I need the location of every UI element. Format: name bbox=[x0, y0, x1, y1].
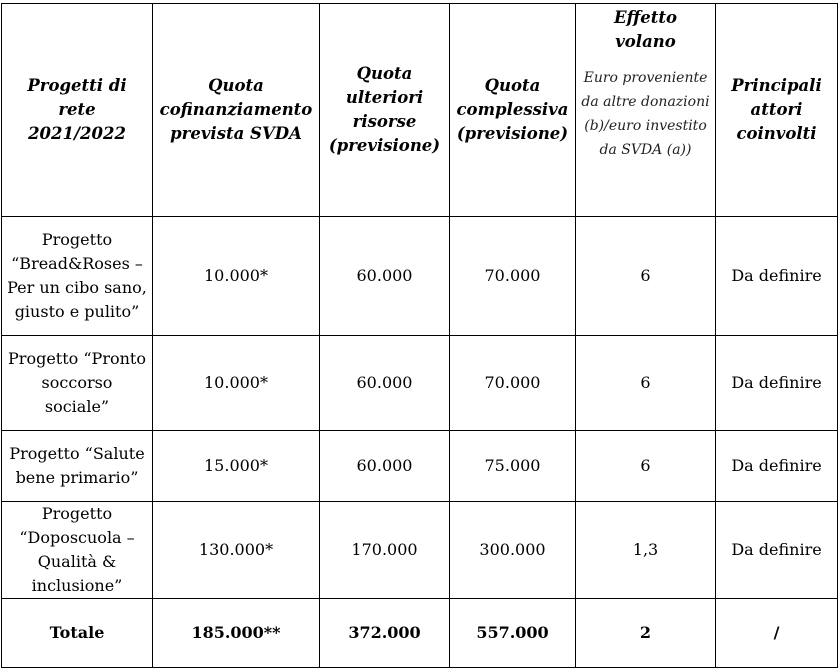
cell-effetto: 1,3 bbox=[576, 502, 716, 599]
cell-effetto: 6 bbox=[576, 217, 716, 336]
header-quota-cofinanziamento: Quota cofinanziamento prevista SVDA bbox=[153, 4, 320, 217]
cell-attori: Da definire bbox=[716, 217, 838, 336]
cell-complessiva: 70.000 bbox=[450, 336, 576, 431]
header-quota-complessiva: Quota complessiva (previsione) bbox=[450, 4, 576, 217]
header-progetti: Progetti di rete 2021/2022 bbox=[2, 4, 153, 217]
cell-effetto: 6 bbox=[576, 336, 716, 431]
header-quota-ulteriori: Quota ulteriori risorse (previsione) bbox=[320, 4, 450, 217]
cell-attori: Da definire bbox=[716, 336, 838, 431]
projects-table bbox=[1, 3, 838, 668]
cell-complessiva: 300.000 bbox=[450, 502, 576, 599]
cell-complessiva: 75.000 bbox=[450, 431, 576, 502]
cell-progetto: Progetto “Pronto soccorso sociale” bbox=[2, 336, 153, 431]
cell-totale-ulteriori: 372.000 bbox=[320, 599, 450, 668]
cell-cofin: 10.000* bbox=[153, 217, 320, 336]
table-row bbox=[2, 217, 838, 336]
cell-cofin: 15.000* bbox=[153, 431, 320, 502]
cell-ulteriori: 170.000 bbox=[320, 502, 450, 599]
header-effetto-volano bbox=[576, 4, 716, 217]
cell-attori: Da definire bbox=[716, 431, 838, 502]
table-row bbox=[2, 431, 838, 502]
cell-ulteriori: 60.000 bbox=[320, 431, 450, 502]
cell-complessiva: 70.000 bbox=[450, 217, 576, 336]
effetto-volano-title: Effetto volano bbox=[614, 8, 677, 51]
cell-progetto: Progetto “Doposcuola – Qualità & inclusione” bbox=[2, 502, 153, 599]
header-row bbox=[2, 4, 838, 217]
cell-totale-effetto: 2 bbox=[576, 599, 716, 668]
cell-totale-cofin: 185.000** bbox=[153, 599, 320, 668]
cell-effetto: 6 bbox=[576, 431, 716, 502]
effetto-volano-subtitle: Euro proveniente da altre donazioni (b)/euro investito da SVDA (a)) bbox=[581, 70, 710, 158]
cell-progetto: Progetto “Bread&Roses – Per un cibo sano, giusto e pulito” bbox=[2, 217, 153, 336]
cell-cofin: 130.000* bbox=[153, 502, 320, 599]
header-attori: Principali attori coinvolti bbox=[716, 4, 838, 217]
cell-progetto: Progetto “Salute bene primario” bbox=[2, 431, 153, 502]
cell-totale-complessiva: 557.000 bbox=[450, 599, 576, 668]
cell-attori: Da definire bbox=[716, 502, 838, 599]
cell-ulteriori: 60.000 bbox=[320, 336, 450, 431]
cell-totale-label: Totale bbox=[2, 599, 153, 668]
table-row bbox=[2, 502, 838, 599]
cell-ulteriori: 60.000 bbox=[320, 217, 450, 336]
cell-totale-attori: / bbox=[716, 599, 838, 668]
total-row bbox=[2, 599, 838, 668]
table-row bbox=[2, 336, 838, 431]
cell-cofin: 10.000* bbox=[153, 336, 320, 431]
